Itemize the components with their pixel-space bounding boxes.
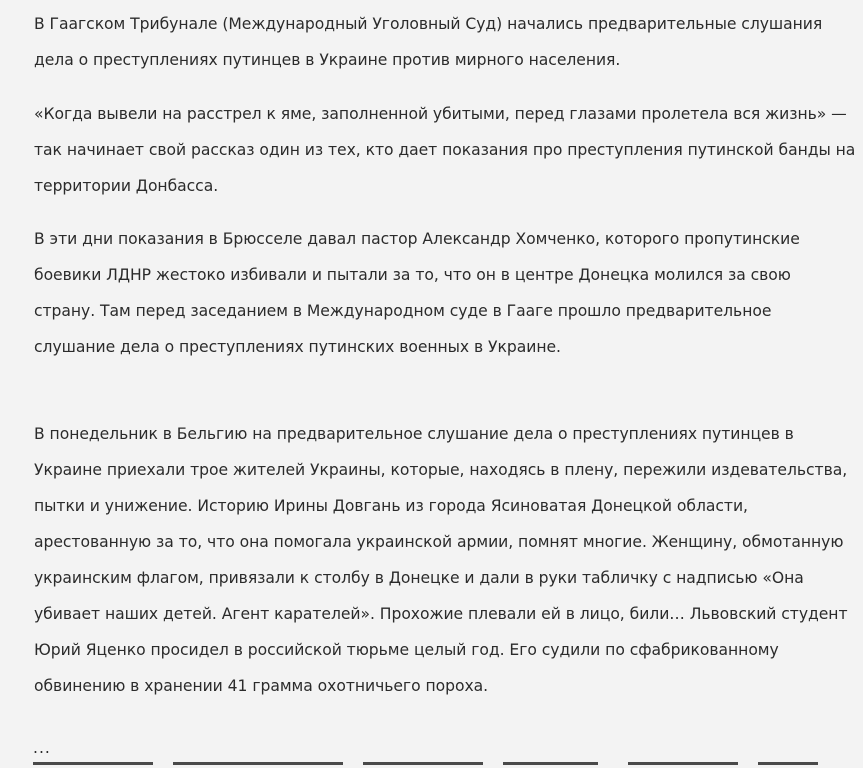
paragraph-belgium-witnesses: В понедельник в Бельгию на предварительное слушание дела о преступлениях путинцев в Украине приехали трое жителей Украины, которые, находясь в плену, пережили издевательства, пытки и унижение. Историю Ирины Довгань из города Ясиноватая Донецкой области, арестованную за то, что она помогала украинской армии, помнят многие. Женщину, обмотанную украинским флагом, привязали к столбу в Донецке и дали в руки табличку с надписью «Она убивает наших детей. Агент карателей». Прохожие плевали ей в лицо, били… Львовский студент Юрий Яценко просидел в российской тюрьме целый год. Его судили по сфабрикованному обвинению в хранении 41 грамма охотничьего пороха. (34, 425, 848, 695)
paragraph-tribunal: В Гаагском Трибунале (Международный Уголовный Суд) начались предварительные слушания дела о преступлениях путинцев в Украине против мирного населения. (34, 15, 823, 69)
cut-off-next-line (33, 762, 833, 768)
paragraph-pastor-khomchenko: В эти дни показания в Брюсселе давал пастор Александр Хомченко, которого пропутинские боевики ЛДНР жестоко избивали и пытали за то, что он в центре Донецка молился за свою страну. Там перед заседанием в Международном суде в Гааге прошло предварительное слушание дела о преступлениях путинских военных в Украине. (34, 230, 800, 356)
continuation-ellipsis: ... (33, 739, 51, 757)
paragraph-testimony-quote: «Когда вывели на расстрел к яме, заполненной убитыми, перед глазами пролетела вся жизнь» — так начинает свой рассказ один из тех, кто дает показания про преступления путинской банды на территории Донбасса. (34, 105, 856, 195)
